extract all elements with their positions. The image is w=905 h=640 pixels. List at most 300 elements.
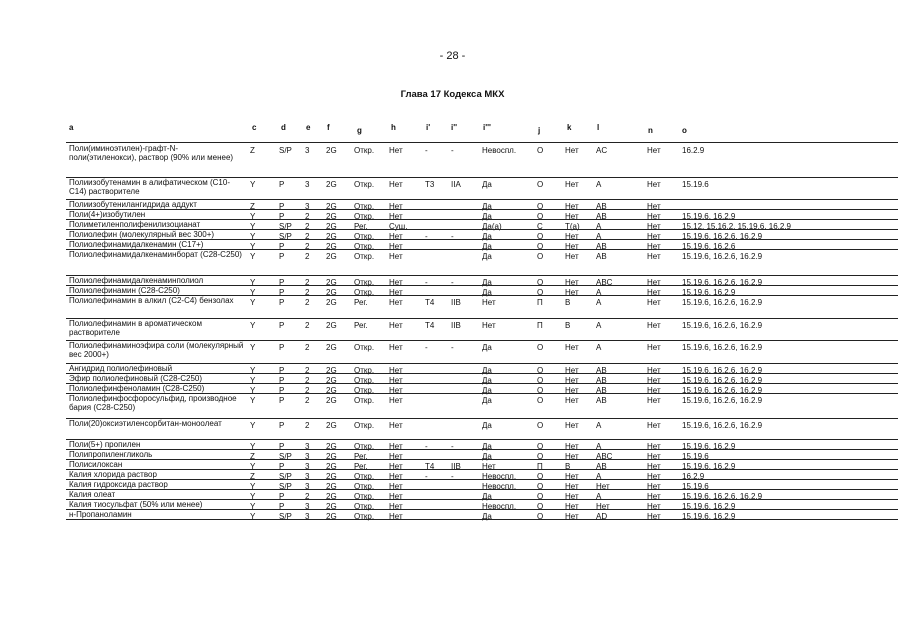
cell-h: Нет (389, 343, 403, 352)
cell-n: Нет (647, 252, 661, 261)
cell-o: 16.2.9 (682, 472, 705, 481)
cell-a: Поли(20)оксиэтиленсорбитан-моноолеат (69, 419, 222, 428)
cell-i1: - (425, 472, 428, 481)
cell-a: Поли(иминоэтилен)-графт-N-поли(этиленокси), раствор (90% или менее) (69, 144, 234, 162)
cell-e: 2 (305, 396, 310, 405)
cell-k: Нет (565, 232, 579, 241)
cell-f: 2G (326, 222, 337, 231)
cell-o: 15.19.6, 16.2.6, 16.2.9 (682, 396, 763, 405)
cell-l: A (596, 442, 602, 451)
header-i2: i'' (451, 123, 458, 132)
cell-a: Полиолефин (молекулярный вес 300+) (69, 230, 215, 239)
cell-a: Полиизобутенилангидрида аддукт (69, 200, 197, 209)
cell-j: O (537, 146, 544, 155)
cell-o: 15.19.6 (682, 452, 709, 461)
cell-d: P (279, 502, 285, 511)
cell-h: Нет (389, 421, 403, 430)
cell-k: Нет (565, 146, 579, 155)
cell-o: 15.19.6, 16.2.9 (682, 442, 736, 451)
cell-k: Нет (565, 180, 579, 189)
cell-h: Нет (389, 202, 403, 211)
cell-j: O (537, 212, 544, 221)
cell-h: Нет (389, 212, 403, 221)
cell-n: Нет (647, 366, 661, 375)
cell-e: 2 (305, 242, 310, 251)
cell-c: Y (250, 512, 256, 521)
cell-l: AC (596, 146, 608, 155)
cell-j: O (537, 376, 544, 385)
cell-j: O (537, 242, 544, 251)
cell-l: A (596, 232, 602, 241)
cell-g: Рег. (354, 298, 368, 307)
cell-n: Нет (647, 146, 661, 155)
cell-j: O (537, 180, 544, 189)
cell-e: 2 (305, 222, 310, 231)
cell-c: Y (250, 222, 256, 231)
cell-h: Нет (389, 512, 403, 521)
cell-j: O (537, 343, 544, 352)
cell-o: 15.19.6 (682, 180, 709, 189)
cell-j: O (537, 288, 544, 297)
cell-h: Нет (389, 232, 403, 241)
cell-f: 2G (326, 376, 337, 385)
cell-g: Откр. (354, 288, 375, 297)
header-n: n (648, 126, 653, 135)
cell-d: S/P (279, 512, 292, 521)
cell-c: Z (250, 452, 255, 461)
cell-k: Нет (565, 343, 579, 352)
cell-h: Нет (389, 386, 403, 395)
cell-d: P (279, 321, 285, 330)
cell-h: Нет (389, 442, 403, 451)
cell-i3: Да (482, 452, 492, 461)
cell-n: Нет (647, 442, 661, 451)
cell-i3: Да(а) (482, 222, 502, 231)
cell-c: Y (250, 321, 256, 330)
cell-l: AB (596, 202, 607, 211)
cell-a: Поли(5+) пропилен (69, 440, 141, 449)
cell-e: 2 (305, 492, 310, 501)
header-rule (66, 142, 898, 143)
cell-o: 15.19.6, 16.2.6, 16.2.9 (682, 298, 763, 307)
cell-c: Y (250, 492, 256, 501)
cell-c: Y (250, 366, 256, 375)
cell-i1: - (425, 442, 428, 451)
cell-g: Откр. (354, 421, 375, 430)
cell-d: S/P (279, 452, 292, 461)
chapter-title: Глава 17 Кодекса МКХ (400, 89, 505, 100)
cell-o: 15.19.6, 16.2.6, 16.2.9 (682, 386, 763, 395)
cell-n: Нет (647, 298, 661, 307)
cell-c: Y (250, 180, 256, 189)
cell-l: A (596, 180, 602, 189)
cell-k: Нет (565, 492, 579, 501)
cell-n: Нет (647, 180, 661, 189)
cell-i3: Да (482, 252, 492, 261)
cell-i3: Да (482, 212, 492, 221)
cell-l: A (596, 298, 602, 307)
cell-j: O (537, 482, 544, 491)
cell-e: 3 (305, 452, 310, 461)
cell-g: Рег. (354, 222, 368, 231)
cell-e: 2 (305, 252, 310, 261)
cell-n: Нет (647, 492, 661, 501)
cell-a: Полиолефинамидалкенаминборат (C28-C250) (69, 250, 242, 259)
cell-d: S/P (279, 146, 292, 155)
cell-f: 2G (326, 232, 337, 241)
cell-j: П (537, 321, 543, 330)
cell-c: Y (250, 442, 256, 451)
cell-c: Y (250, 462, 256, 471)
header-g: g (357, 126, 362, 135)
cell-a: Полиизобутенамин в алифатическом (C10-C14) растворителе (69, 178, 230, 196)
cell-i1: T4 (425, 321, 435, 330)
cell-h: Нет (389, 321, 403, 330)
cell-e: 3 (305, 146, 310, 155)
cell-i2: - (451, 146, 454, 155)
cell-a: Калия тиосульфат (50% или менее) (69, 500, 203, 509)
cell-f: 2G (326, 146, 337, 155)
cell-g: Откр. (354, 376, 375, 385)
cell-n: Нет (647, 288, 661, 297)
header-d: d (281, 123, 286, 132)
cell-i3: Невоспл. (482, 146, 517, 155)
cell-d: P (279, 386, 285, 395)
cell-g: Откр. (354, 366, 375, 375)
cell-i3: Невоспл. (482, 472, 517, 481)
cell-c: Y (250, 482, 256, 491)
cell-d: P (279, 442, 285, 451)
cell-f: 2G (326, 366, 337, 375)
cell-c: Y (250, 396, 256, 405)
cell-g: Откр. (354, 212, 375, 221)
cell-d: P (279, 376, 285, 385)
cell-l: AB (596, 376, 607, 385)
cell-n: Нет (647, 452, 661, 461)
cell-d: P (279, 278, 285, 287)
cell-j: O (537, 442, 544, 451)
cell-o: 15.19.6, 16.2.9 (682, 512, 736, 521)
cell-i2: IIB (451, 321, 461, 330)
cell-d: P (279, 288, 285, 297)
cell-j: O (537, 366, 544, 375)
cell-i1: - (425, 232, 428, 241)
cell-c: Z (250, 146, 255, 155)
cell-i3: Да (482, 343, 492, 352)
cell-e: 2 (305, 376, 310, 385)
cell-c: Z (250, 472, 255, 481)
cell-i3: Нет (482, 321, 496, 330)
cell-a: Полиолефинамин (C28-C250) (69, 286, 180, 295)
cell-a: Полиолефинфосфоросульфид, производное бария (C28-C250) (69, 394, 237, 412)
cell-e: 2 (305, 386, 310, 395)
cell-i3: Невоспл. (482, 482, 517, 491)
cell-d: P (279, 298, 285, 307)
cell-a: Полиметиленполифенилизоцианат (69, 220, 201, 229)
cell-a: Полиолефинамин в ароматическом растворителе (69, 319, 202, 337)
cell-h: Нет (389, 472, 403, 481)
cell-g: Откр. (354, 386, 375, 395)
cell-e: 2 (305, 421, 310, 430)
cell-g: Откр. (354, 472, 375, 481)
cell-e: 3 (305, 202, 310, 211)
cell-e: 2 (305, 366, 310, 375)
cell-c: Y (250, 421, 256, 430)
header-o: o (682, 126, 687, 135)
cell-k: Нет (565, 396, 579, 405)
cell-o: 15.19.6, 16.2.6, 16.2.9 (682, 321, 763, 330)
cell-f: 2G (326, 343, 337, 352)
cell-h: Нет (389, 396, 403, 405)
cell-a: н-Пропаноламин (69, 510, 132, 519)
cell-l: AB (596, 252, 607, 261)
cell-f: 2G (326, 180, 337, 189)
cell-i2: IIB (451, 462, 461, 471)
cell-a: Калия гидроксида раствор (69, 480, 168, 489)
cell-l: A (596, 222, 602, 231)
cell-d: P (279, 462, 285, 471)
cell-e: 3 (305, 512, 310, 521)
cell-f: 2G (326, 321, 337, 330)
cell-o: 15.19.6 (682, 482, 709, 491)
cell-j: O (537, 232, 544, 241)
cell-j: O (537, 252, 544, 261)
cell-g: Откр. (354, 442, 375, 451)
cell-o: 15.19.6, 16.2.9 (682, 502, 736, 511)
cell-l: A (596, 288, 602, 297)
cell-o: 15.19.6, 16.2.6 (682, 242, 736, 251)
cell-h: Нет (389, 180, 403, 189)
cell-i2: IIB (451, 298, 461, 307)
cell-i2: - (451, 232, 454, 241)
cell-k: Нет (565, 212, 579, 221)
cell-j: O (537, 278, 544, 287)
cell-f: 2G (326, 492, 337, 501)
cell-a: Полиолефинамин в алкил (C2-C4) бензолах (69, 296, 234, 305)
cell-g: Откр. (354, 278, 375, 287)
cell-d: P (279, 242, 285, 251)
cell-i3: Да (482, 442, 492, 451)
cell-d: P (279, 343, 285, 352)
cell-l: A (596, 472, 602, 481)
cell-o: 15.19.6, 16.2.6, 16.2.9 (682, 421, 763, 430)
cell-i1: T3 (425, 180, 435, 189)
cell-g: Откр. (354, 232, 375, 241)
cell-e: 3 (305, 472, 310, 481)
cell-l: AD (596, 512, 608, 521)
cell-h: Нет (389, 482, 403, 491)
cell-n: Нет (647, 472, 661, 481)
cell-f: 2G (326, 252, 337, 261)
cell-k: Нет (565, 421, 579, 430)
cell-c: Y (250, 232, 256, 241)
cell-e: 3 (305, 462, 310, 471)
cell-i2: - (451, 343, 454, 352)
cell-j: O (537, 502, 544, 511)
cell-l: A (596, 421, 602, 430)
cell-a: Эфир полиолефиновый (C28-C250) (69, 374, 203, 383)
cell-i1: - (425, 343, 428, 352)
page-number: - 28 - (439, 50, 466, 62)
cell-c: Y (250, 298, 256, 307)
cell-d: S/P (279, 472, 292, 481)
header-k: k (567, 123, 572, 132)
cell-k: B (565, 298, 571, 307)
cell-c: Y (250, 343, 256, 352)
cell-i3: Нет (482, 298, 496, 307)
cell-g: Рег. (354, 462, 368, 471)
cell-e: 2 (305, 321, 310, 330)
cell-a: Поли(4+)изобутилен (69, 210, 146, 219)
cell-j: O (537, 396, 544, 405)
cell-n: Нет (647, 212, 661, 221)
cell-o: 15.19.6, 16.2.6, 16.2.9 (682, 492, 763, 501)
cell-c: Y (250, 242, 256, 251)
cell-h: Нет (389, 278, 403, 287)
cell-i1: - (425, 278, 428, 287)
cell-l: ABC (596, 278, 613, 287)
cell-g: Откр. (354, 146, 375, 155)
cell-o: 15.19.6, 16.2.6, 16.2.9 (682, 232, 763, 241)
cell-l: AB (596, 242, 607, 251)
cell-f: 2G (326, 242, 337, 251)
cell-j: O (537, 472, 544, 481)
cell-n: Нет (647, 512, 661, 521)
cell-n: Нет (647, 202, 661, 211)
cell-j: O (537, 452, 544, 461)
cell-k: Нет (565, 502, 579, 511)
cell-i3: Да (482, 288, 492, 297)
cell-i3: Да (482, 242, 492, 251)
cell-g: Откр. (354, 343, 375, 352)
cell-h: Нет (389, 502, 403, 511)
cell-i3: Да (482, 492, 492, 501)
row-rule (66, 519, 898, 520)
cell-f: 2G (326, 452, 337, 461)
cell-n: Нет (647, 462, 661, 471)
cell-f: 2G (326, 462, 337, 471)
cell-h: Нет (389, 376, 403, 385)
cell-l: AB (596, 462, 607, 471)
cell-f: 2G (326, 212, 337, 221)
cell-o: 15.19.6, 16.2.6, 16.2.9 (682, 376, 763, 385)
cell-h: Нет (389, 146, 403, 155)
cell-d: P (279, 212, 285, 221)
cell-g: Рег. (354, 452, 368, 461)
cell-a: Полиолефинфеноламин (C28-C250) (69, 384, 205, 393)
cell-e: 3 (305, 180, 310, 189)
cell-k: Нет (565, 252, 579, 261)
cell-e: 2 (305, 278, 310, 287)
cell-i3: Да (482, 512, 492, 521)
cell-j: O (537, 421, 544, 430)
header-i3: i''' (483, 123, 491, 132)
cell-g: Откр. (354, 502, 375, 511)
cell-h: Нет (389, 366, 403, 375)
cell-k: B (565, 321, 571, 330)
cell-i1: - (425, 146, 428, 155)
cell-f: 2G (326, 442, 337, 451)
cell-o: 15.19.6, 16.2.6, 16.2.9 (682, 278, 763, 287)
cell-c: Y (250, 252, 256, 261)
cell-c: Y (250, 288, 256, 297)
cell-f: 2G (326, 482, 337, 491)
cell-f: 2G (326, 202, 337, 211)
cell-e: 3 (305, 502, 310, 511)
cell-k: Нет (565, 512, 579, 521)
cell-c: Y (250, 376, 256, 385)
cell-n: Нет (647, 242, 661, 251)
header-a: a (69, 123, 74, 132)
cell-a: Полиолефинамидалкенамин (C17+) (69, 240, 204, 249)
cell-j: O (537, 202, 544, 211)
cell-a: Полиолефинаминоэфира соли (молекулярный вес 2000+) (69, 341, 244, 359)
cell-h: Нет (389, 298, 403, 307)
cell-g: Откр. (354, 492, 375, 501)
cell-i3: Да (482, 386, 492, 395)
cell-c: Y (250, 386, 256, 395)
cell-d: P (279, 202, 285, 211)
cell-a: Ангидрид полиолефиновый (69, 364, 173, 373)
cell-i2: - (451, 442, 454, 451)
cell-n: Нет (647, 396, 661, 405)
cell-n: Нет (647, 376, 661, 385)
cell-o: 15.19.6, 16.2.9 (682, 288, 736, 297)
cell-h: Нет (389, 288, 403, 297)
cell-d: S/P (279, 222, 292, 231)
cell-a: Полипропиленгликоль (69, 450, 153, 459)
cell-d: P (279, 396, 285, 405)
cell-f: 2G (326, 278, 337, 287)
cell-f: 2G (326, 396, 337, 405)
cell-o: 15.19.6, 16.2.6, 16.2.9 (682, 252, 763, 261)
cell-k: T(a) (565, 222, 580, 231)
cell-g: Откр. (354, 512, 375, 521)
cell-n: Нет (647, 343, 661, 352)
cell-l: Нет (596, 482, 610, 491)
cell-k: Нет (565, 442, 579, 451)
cell-i3: Нет (482, 462, 496, 471)
cell-h: Нет (389, 452, 403, 461)
cell-i3: Невоспл. (482, 502, 517, 511)
cell-o: 15.19.6, 16.2.9 (682, 212, 736, 221)
cell-a: Полисилоксан (69, 460, 123, 469)
cell-k: Нет (565, 482, 579, 491)
cell-i3: Да (482, 376, 492, 385)
cell-j: O (537, 492, 544, 501)
cell-i3: Да (482, 396, 492, 405)
cell-n: Нет (647, 232, 661, 241)
cell-l: AB (596, 212, 607, 221)
cell-f: 2G (326, 386, 337, 395)
cell-o: 16.2.9 (682, 146, 705, 155)
cell-g: Откр. (354, 242, 375, 251)
header-c: c (252, 123, 257, 132)
cell-f: 2G (326, 288, 337, 297)
cell-i2: - (451, 278, 454, 287)
cell-e: 3 (305, 482, 310, 491)
cell-f: 2G (326, 472, 337, 481)
cell-j: П (537, 298, 543, 307)
cell-a: Калия олеат (69, 490, 116, 499)
cell-o: 15.19.6, 16.2.6, 16.2.9 (682, 343, 763, 352)
cell-i3: Да (482, 232, 492, 241)
cell-e: 2 (305, 343, 310, 352)
cell-i3: Да (482, 366, 492, 375)
cell-e: 2 (305, 232, 310, 241)
cell-d: P (279, 252, 285, 261)
cell-i2: IIA (451, 180, 461, 189)
